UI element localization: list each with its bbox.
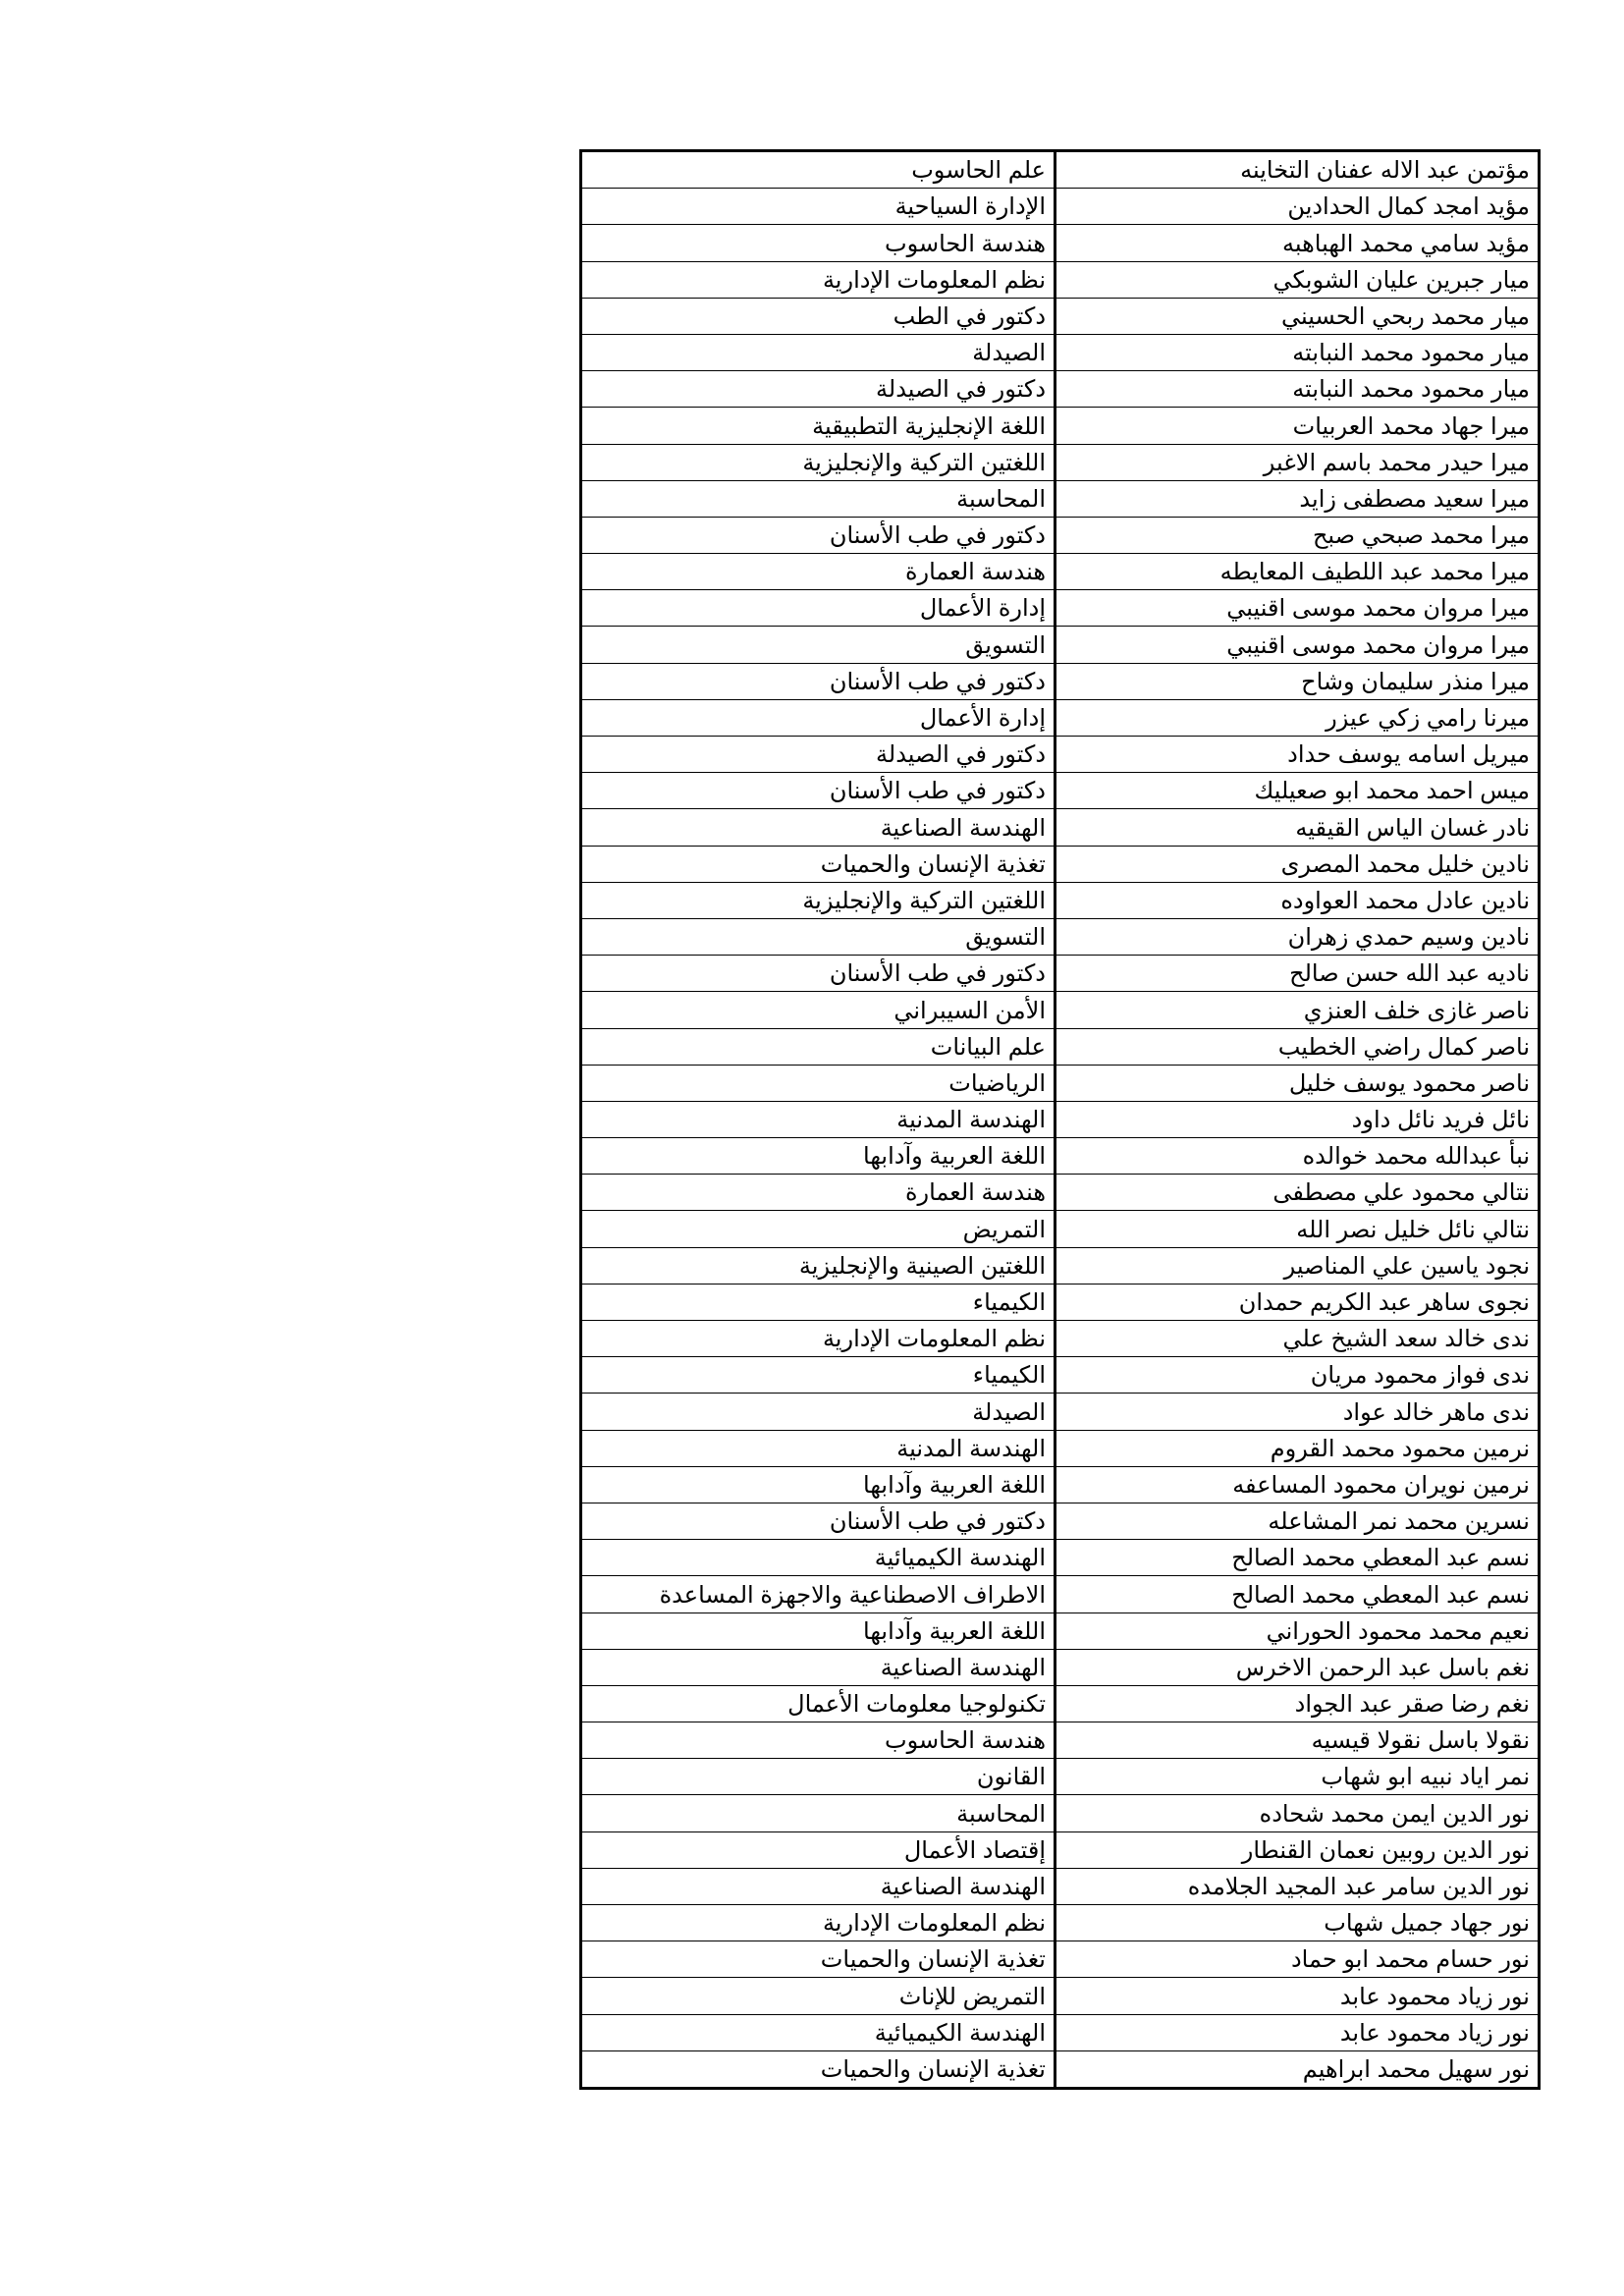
major-cell: اللغة العربية وآدابها xyxy=(581,1138,1056,1175)
major-cell: تكنولوجيا معلومات الأعمال xyxy=(581,1685,1056,1722)
table-row xyxy=(581,1247,1540,1284)
major-cell: دكتور في طب الأسنان xyxy=(581,956,1056,992)
student-name-cell: ميار محمد ربحي الحسيني xyxy=(1056,298,1540,334)
major-cell: دكتور في طب الأسنان xyxy=(581,517,1056,553)
major-cell: دكتور في الصيدلة xyxy=(581,737,1056,773)
major-cell: الهندسة الصناعية xyxy=(581,1649,1056,1685)
student-name-cell: نعيم محمد محمود الحوراني xyxy=(1056,1613,1540,1649)
student-name-cell: نغم باسل عبد الرحمن الاخرس xyxy=(1056,1649,1540,1685)
table-row xyxy=(581,1430,1540,1466)
table-row xyxy=(581,298,1540,334)
major-cell: اللغة الإنجليزية التطبيقية xyxy=(581,408,1056,444)
major-cell: الرياضيات xyxy=(581,1065,1056,1101)
table-row xyxy=(581,1831,1540,1868)
major-cell: الكيمياء xyxy=(581,1357,1056,1394)
student-name-cell: ناديه عبد الله حسن صالح xyxy=(1056,956,1540,992)
table-row xyxy=(581,189,1540,225)
student-name-cell: نسرين محمد نمر المشاعله xyxy=(1056,1503,1540,1539)
student-name-cell: نائل فريد نائل داود xyxy=(1056,1101,1540,1137)
major-cell: نظم المعلومات الإدارية xyxy=(581,261,1056,298)
student-name-cell: نور جهاد جميل شهاب xyxy=(1056,1905,1540,1941)
major-cell: إدارة الأعمال xyxy=(581,699,1056,736)
table-row xyxy=(581,1065,1540,1101)
table-row xyxy=(581,225,1540,261)
major-cell: دكتور في الصيدلة xyxy=(581,371,1056,408)
table-row xyxy=(581,1759,1540,1795)
major-cell: علم الحاسوب xyxy=(581,151,1056,189)
student-name-cell: نور الدين ايمن محمد شحاده xyxy=(1056,1795,1540,1831)
student-name-cell: ندى ماهر خالد عواد xyxy=(1056,1394,1540,1430)
student-name-cell: ميرا محمد عبد اللطيف المعايطه xyxy=(1056,554,1540,590)
major-cell: الهندسة المدنية xyxy=(581,1430,1056,1466)
major-cell: نظم المعلومات الإدارية xyxy=(581,1905,1056,1941)
major-cell: دكتور في طب الأسنان xyxy=(581,773,1056,809)
student-name-cell: ميس احمد محمد ابو صعيليك xyxy=(1056,773,1540,809)
table-row xyxy=(581,992,1540,1028)
major-cell: علم البيانات xyxy=(581,1028,1056,1065)
major-cell: إقتصاد الأعمال xyxy=(581,1831,1056,1868)
major-cell: الصيدلة xyxy=(581,334,1056,370)
student-name-cell: نقولا باسل نقولا قيسيه xyxy=(1056,1722,1540,1759)
major-cell: الهندسة الصناعية xyxy=(581,1868,1056,1904)
student-name-cell: نور زياد محمود عابد xyxy=(1056,2014,1540,2050)
major-cell: التمريض للإناث xyxy=(581,1978,1056,2014)
table-row xyxy=(581,1357,1540,1394)
major-cell: التسويق xyxy=(581,918,1056,955)
major-cell: هندسة العمارة xyxy=(581,554,1056,590)
table-row xyxy=(581,1722,1540,1759)
table-row xyxy=(581,261,1540,298)
major-cell: الهندسة المدنية xyxy=(581,1101,1056,1137)
major-cell: هندسة الحاسوب xyxy=(581,225,1056,261)
student-name-cell: ميرنا رامي زكي عيزر xyxy=(1056,699,1540,736)
student-name-cell: ميريل اسامه يوسف حداد xyxy=(1056,737,1540,773)
major-cell: هندسة العمارة xyxy=(581,1175,1056,1211)
major-cell: اللغة العربية وآدابها xyxy=(581,1466,1056,1503)
major-cell: نظم المعلومات الإدارية xyxy=(581,1321,1056,1357)
major-cell: دكتور في الطب xyxy=(581,298,1056,334)
table-row xyxy=(581,517,1540,553)
table-row xyxy=(581,1978,1540,2014)
student-name-cell: ندى خالد سعد الشيخ علي xyxy=(1056,1321,1540,1357)
table-row xyxy=(581,2014,1540,2050)
major-cell: اللغتين التركية والإنجليزية xyxy=(581,882,1056,918)
student-name-cell: ناصر غازى خلف العنزي xyxy=(1056,992,1540,1028)
student-name-cell: مؤيد سامي محمد الهباهبه xyxy=(1056,225,1540,261)
table-row xyxy=(581,663,1540,699)
major-cell: تغذية الإنسان والحميات xyxy=(581,2050,1056,2088)
student-name-cell: نجوى ساهر عبد الكريم حمدان xyxy=(1056,1284,1540,1320)
table-row xyxy=(581,1685,1540,1722)
student-name-cell: نادين وسيم حمدي زهران xyxy=(1056,918,1540,955)
table-row xyxy=(581,1540,1540,1576)
student-name-cell: ميرا سعيد مصطفى زايد xyxy=(1056,480,1540,517)
student-name-cell: نمر اياد نبيه ابو شهاب xyxy=(1056,1759,1540,1795)
major-cell: التسويق xyxy=(581,627,1056,663)
major-cell: القانون xyxy=(581,1759,1056,1795)
student-name-cell: مؤيد امجد كمال الحدادين xyxy=(1056,189,1540,225)
student-name-cell: نور الدين سامر عبد المجيد الجلامده xyxy=(1056,1868,1540,1904)
major-cell: الكيمياء xyxy=(581,1284,1056,1320)
student-name-cell: نور الدين روبين نعمان القنطار xyxy=(1056,1831,1540,1868)
table-row xyxy=(581,1795,1540,1831)
major-cell: الاطراف الاصطناعية والاجهزة المساعدة xyxy=(581,1576,1056,1613)
table-body xyxy=(581,151,1540,2089)
major-cell: الصيدلة xyxy=(581,1394,1056,1430)
table-row xyxy=(581,627,1540,663)
student-name-cell: ميرا محمد صبحي صبح xyxy=(1056,517,1540,553)
major-cell: هندسة الحاسوب xyxy=(581,1722,1056,1759)
table-row xyxy=(581,1649,1540,1685)
table-row xyxy=(581,151,1540,189)
major-cell: اللغتين التركية والإنجليزية xyxy=(581,444,1056,480)
table-row xyxy=(581,882,1540,918)
table-row xyxy=(581,1175,1540,1211)
table-row xyxy=(581,1101,1540,1137)
table-row xyxy=(581,1941,1540,1978)
student-name-cell: ندى فواز محمود مريان xyxy=(1056,1357,1540,1394)
table-row xyxy=(581,918,1540,955)
student-name-cell: ميار محمود محمد النبابته xyxy=(1056,371,1540,408)
table-row xyxy=(581,554,1540,590)
student-name-cell: ميرا منذر سليمان وشاح xyxy=(1056,663,1540,699)
table-row xyxy=(581,846,1540,882)
major-cell: الإدارة السياحية xyxy=(581,189,1056,225)
student-name-cell: نادين عادل محمد العواوده xyxy=(1056,882,1540,918)
student-name-cell: ميرا جهاد محمد العربيات xyxy=(1056,408,1540,444)
student-name-cell: نادين خليل محمد المصرى xyxy=(1056,846,1540,882)
student-name-cell: نسم عبد المعطي محمد الصالح xyxy=(1056,1540,1540,1576)
student-name-cell: نسم عبد المعطي محمد الصالح xyxy=(1056,1576,1540,1613)
table-row xyxy=(581,1576,1540,1613)
table-row xyxy=(581,334,1540,370)
student-name-cell: ميرا مروان محمد موسى اقنيبي xyxy=(1056,590,1540,627)
student-name-cell: نبأ عبدالله محمد خوالده xyxy=(1056,1138,1540,1175)
major-cell: إدارة الأعمال xyxy=(581,590,1056,627)
major-cell: تغذية الإنسان والحميات xyxy=(581,1941,1056,1978)
table-row xyxy=(581,371,1540,408)
table-row xyxy=(581,590,1540,627)
table-row xyxy=(581,1394,1540,1430)
major-cell: المحاسبة xyxy=(581,480,1056,517)
student-major-table xyxy=(579,149,1541,2090)
table-row xyxy=(581,1138,1540,1175)
table-row xyxy=(581,1211,1540,1247)
student-name-cell: نادر غسان الياس القيقيه xyxy=(1056,809,1540,846)
table-row xyxy=(581,1466,1540,1503)
table-row xyxy=(581,2050,1540,2088)
table-row xyxy=(581,773,1540,809)
major-cell: دكتور في طب الأسنان xyxy=(581,1503,1056,1539)
major-cell: المحاسبة xyxy=(581,1795,1056,1831)
student-name-cell: ميار جبرين عليان الشوبكي xyxy=(1056,261,1540,298)
student-name-cell: ميرا حيدر محمد باسم الاغبر xyxy=(1056,444,1540,480)
student-name-cell: نغم رضا صقر عبد الجواد xyxy=(1056,1685,1540,1722)
table-row xyxy=(581,1868,1540,1904)
table-row xyxy=(581,1028,1540,1065)
student-name-cell: ناصر كمال راضي الخطيب xyxy=(1056,1028,1540,1065)
table-row xyxy=(581,1613,1540,1649)
major-cell: الهندسة الصناعية xyxy=(581,809,1056,846)
major-cell: تغذية الإنسان والحميات xyxy=(581,846,1056,882)
table-row xyxy=(581,1321,1540,1357)
major-cell: اللغة العربية وآدابها xyxy=(581,1613,1056,1649)
table-row xyxy=(581,737,1540,773)
major-cell: التمريض xyxy=(581,1211,1056,1247)
major-cell: دكتور في طب الأسنان xyxy=(581,663,1056,699)
student-name-cell: ناصر محمود يوسف خليل xyxy=(1056,1065,1540,1101)
student-name-cell: نرمين محمود محمد القروم xyxy=(1056,1430,1540,1466)
student-name-cell: نتالي نائل خليل نصر الله xyxy=(1056,1211,1540,1247)
table-row xyxy=(581,444,1540,480)
table-row xyxy=(581,809,1540,846)
student-name-cell: مؤتمن عبد الاله عفنان التخاينه xyxy=(1056,151,1540,189)
table-row xyxy=(581,956,1540,992)
major-cell: الهندسة الكيميائية xyxy=(581,1540,1056,1576)
table-row xyxy=(581,1503,1540,1539)
major-cell: اللغتين الصينية والإنجليزية xyxy=(581,1247,1056,1284)
student-name-cell: نتالي محمود علي مصطفى xyxy=(1056,1175,1540,1211)
major-cell: الهندسة الكيميائية xyxy=(581,2014,1056,2050)
student-name-cell: نور حسام محمد ابو حماد xyxy=(1056,1941,1540,1978)
table-row xyxy=(581,480,1540,517)
student-name-cell: نور زياد محمود عابد xyxy=(1056,1978,1540,2014)
student-name-cell: نور سهيل محمد ابراهيم xyxy=(1056,2050,1540,2088)
major-cell: الأمن السيبراني xyxy=(581,992,1056,1028)
student-name-cell: نجود ياسين علي المناصير xyxy=(1056,1247,1540,1284)
student-name-cell: نرمين نويران محمود المساعفه xyxy=(1056,1466,1540,1503)
student-name-cell: ميار محمود محمد النبابته xyxy=(1056,334,1540,370)
table-row xyxy=(581,408,1540,444)
table-row xyxy=(581,699,1540,736)
table-row xyxy=(581,1905,1540,1941)
student-name-cell: ميرا مروان محمد موسى اقنيبي xyxy=(1056,627,1540,663)
table-row xyxy=(581,1284,1540,1320)
